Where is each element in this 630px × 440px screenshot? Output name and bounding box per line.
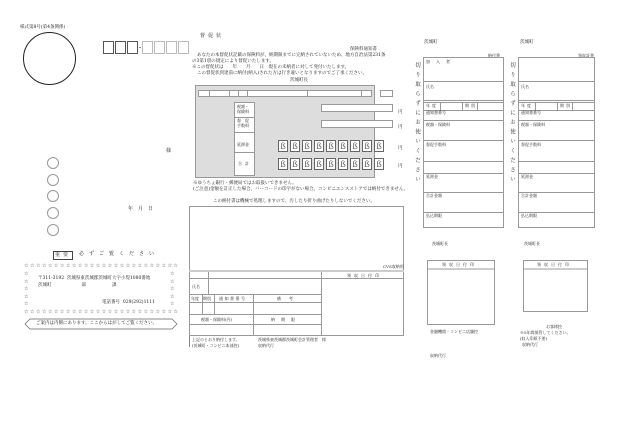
stub2-year: 年度 — [521, 103, 533, 108]
return-address: 〒311-3192 茨城県東茨城郡茨城町大字小堤1080番地 — [38, 276, 151, 281]
amount-labels — [234, 102, 255, 176]
stub2-name: 氏名 — [521, 84, 529, 89]
notice-title: 督促状 — [200, 33, 225, 39]
slip-stamp-header: 領収日付印 — [347, 273, 382, 278]
stub2-mayor: 茨城町長 — [524, 241, 540, 246]
stub2-keep-note: ※5年間保管してください。 — [520, 330, 571, 335]
slip-footer-2: (茨城町・コンビニ本部控) — [192, 343, 240, 348]
zip-box — [103, 41, 114, 54]
fee-amount-field[interactable] — [321, 120, 393, 128]
stub1-payer: 加入者 — [426, 59, 456, 64]
label-fee: 督 促 手数料 — [237, 118, 249, 128]
stub1-type: 納付書 — [488, 53, 500, 58]
late-fee-digits: ß ß ß ß ß ß ß ß ß — [278, 140, 384, 152]
stub2-tax: 税額・保険料 — [521, 122, 545, 127]
option-circle — [47, 157, 59, 169]
option-circle — [47, 224, 59, 236]
stub2-notice-no: 通知書番号 — [521, 110, 541, 115]
stub2-customer-copy: お客様控 — [546, 324, 562, 329]
peel-notice-text: ご案内は内側にあります。ここからはがしてご覧ください。 — [36, 321, 158, 326]
yen-total: 円 — [398, 164, 403, 169]
notice-body-2: の3第1項の規定により督促いたします。 — [192, 59, 274, 64]
stub2-vertical-notice: 切り取らずにお使いください — [509, 62, 515, 186]
stub1-stamp-header: 領収日付印 — [442, 262, 477, 267]
stub1-stamp-foot: 金融機関・コンビニ店舗控 — [430, 329, 478, 334]
star-border-left: ☆ ☆ ☆ ☆ ☆ — [24, 271, 30, 307]
stub2-fee: 督促手数料 — [521, 142, 541, 147]
postal-code-boxes — [103, 41, 189, 54]
stub1-total: 合計金額 — [426, 193, 442, 198]
cvs-label: CVS収納用 — [383, 264, 404, 269]
star-border-top: ☆☆☆☆☆☆☆☆☆☆☆☆☆☆☆☆☆☆☆☆☆☆☆☆☆☆ — [24, 263, 180, 269]
tax-amount-field[interactable] — [321, 104, 393, 112]
zip-box — [166, 41, 177, 54]
slip-period: 期別 — [203, 296, 211, 301]
slip-name-label: 氏名 — [192, 284, 200, 289]
stub2-due: 払込期限 — [521, 213, 537, 218]
slip-remarks: 備考 — [277, 296, 301, 301]
return-office: 茨城町 部 課 — [38, 283, 117, 288]
notice-subtitle: 保険料通知書 — [350, 47, 377, 52]
stub2-stamp-header: 領収日付印 — [537, 262, 572, 267]
stub1-mayor: 茨城町長 — [432, 241, 448, 246]
slip-footer-1: 上記のとおり納付します。 — [192, 337, 240, 342]
slip-due: 納期限 — [271, 317, 301, 322]
stub2-table-lower — [518, 173, 595, 228]
stub2-table — [518, 57, 595, 174]
slip-footer-3: 茨城県東茨城郡茨城町会計管理者 様 — [258, 337, 326, 342]
important-box: 重要 — [55, 252, 72, 258]
notice-body-3: ※この督促状は 年 月 日 現在の未納者に対して発付いたします。 — [192, 65, 350, 70]
stub1-notice-no: 通知書番号 — [426, 110, 446, 115]
label-total: 合計 — [238, 161, 252, 166]
stub1-late: 延滞金 — [426, 174, 438, 179]
stub2-total: 合計金額 — [521, 193, 537, 198]
label-late: 延滞金 — [237, 142, 249, 147]
peel-notice[interactable] — [24, 318, 178, 330]
stub2-stamp-note: (収入印紙不要) — [520, 336, 548, 341]
stub2-late: 延滞金 — [521, 174, 533, 179]
stub1-table — [423, 57, 504, 174]
stub1-period: 期別 — [465, 103, 477, 108]
stub1-agent: 収納代行 — [430, 353, 446, 358]
stub1-vertical-notice: 切り取らずにお使いください — [414, 62, 420, 186]
label-tax: 税額・ 保険料 — [237, 104, 249, 114]
stub1-town: 茨城町 — [424, 40, 438, 45]
star-border-right: ☆ ☆ ☆ ☆ ☆ — [170, 271, 176, 307]
stub2-stamp-box — [523, 260, 588, 312]
address-frame — [24, 263, 180, 315]
stamp-circle — [23, 32, 76, 85]
yen-late: 円 — [398, 146, 403, 151]
note-caution: (ご注意)金額を訂正した場合、バーコードの印字がない場合、コンビニエンスストアでは納付できません。 — [193, 187, 409, 192]
slip-year: 年度 — [191, 296, 199, 301]
stub1-stamp-box — [427, 260, 495, 325]
ocr-line — [198, 90, 372, 97]
date-label: 年 月 日 — [128, 206, 154, 212]
stub1-fee: 督促手数料 — [426, 142, 446, 147]
total-digits: ß ß ß ß ß ß ß ß ß — [278, 158, 384, 170]
note-machine: この納付書は機械で処理しますので、汚したり折り曲げたりしないでください。 — [213, 199, 375, 204]
stub1-year: 年度 — [426, 103, 438, 108]
stub2-period: 期別 — [560, 103, 572, 108]
zip-box — [178, 41, 189, 54]
slip-footer-4: 収納代行 — [258, 343, 274, 348]
slip-table — [189, 272, 404, 336]
slip-tax: 税額・保険料(円) — [201, 317, 233, 322]
stub1-due: 払込期限 — [426, 213, 442, 218]
notice-body-1: あなたの本督促状記載の保険料が、納期限までに完納されていないため、地方自治法第231条 — [197, 53, 386, 58]
phone-number: 電話番号 029(292)1111 — [102, 300, 156, 305]
zip-box — [127, 41, 138, 54]
important-header — [53, 251, 159, 260]
form-number: 様式第8号(第4条関係) — [20, 25, 66, 30]
option-circle — [47, 190, 59, 202]
slip-notice-no: 通知書番号 — [219, 296, 247, 301]
note-post-office: ※ゆうちょ銀行・郵便局ではお取扱いできません。 — [193, 181, 297, 186]
yen-tax: 円 — [398, 110, 403, 115]
yen-fee: 円 — [398, 125, 403, 130]
honorific: 様 — [166, 148, 172, 154]
ocr-check-box — [380, 90, 393, 97]
stub1-tax: 税額・保険料 — [426, 122, 450, 127]
stub2-type: 領収証書 — [578, 53, 594, 58]
option-circle — [47, 174, 59, 186]
stub1-table-lower — [423, 173, 504, 228]
zip-box — [115, 41, 126, 54]
stub2-town: 茨城町 — [520, 40, 534, 45]
notice-issuer: 茨城町長 — [290, 78, 308, 83]
star-border-bottom: ☆☆☆☆☆☆☆☆☆☆☆☆☆☆☆☆☆☆☆☆☆☆☆☆☆☆ — [24, 309, 180, 315]
notice-body-4: この督促状到達前に納付(納入)された方は行き違いとなりますのでご了承ください。 — [197, 71, 368, 76]
option-circle — [47, 207, 59, 219]
important-text: 必ずご覧ください — [79, 251, 160, 257]
stub1-name: 氏名 — [426, 84, 434, 89]
stub2-agent: 収納代行 — [522, 342, 538, 347]
zip-box — [142, 41, 153, 54]
zip-box — [154, 41, 165, 54]
